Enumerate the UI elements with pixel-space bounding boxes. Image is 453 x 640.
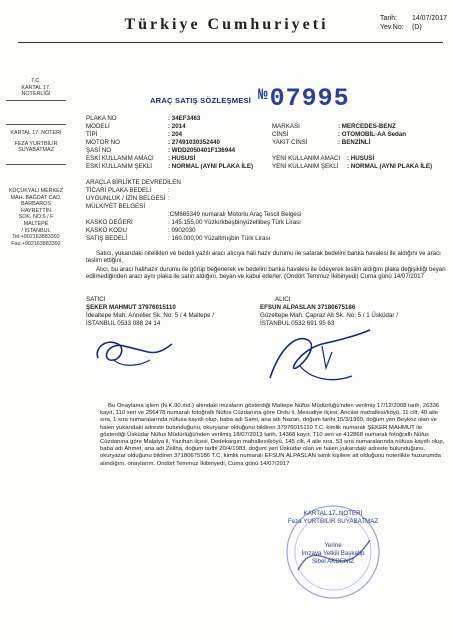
address-line-2: MAH. BAĞDAT CAD. [10,194,62,201]
date-block [380,14,447,32]
contract-title: ARAÇ SATIŞ SÖZLEŞMESİ [150,96,252,105]
kind-label: CİNSİ [272,131,289,138]
model-value: : 2014 [168,123,186,130]
brand-label: MARKASI [272,123,300,130]
engine-label: MOTOR NO [86,139,120,146]
fuel-label: YAKIT CİNSİ [272,139,308,146]
old-style-value: : NORMAL (AYNI PLAKA İLE) [168,163,254,170]
ownership-label: MÜLKİYET BELGESİ [86,203,146,210]
seller-paragraph: Satıcı, yukarıdaki nitelikleri ve bedeli yazılı aracı alıcıya hali hazır durumu ile satarak bedelini banka havalesi ile aldığını ve aracı teslim ettiğini, [86,250,441,265]
brand-value: : MERCEDES-BENZ [338,123,396,130]
address-line-1: KÜÇÜKYALI MERKEZ [8,188,64,194]
plate-value: : 34EF3463 [168,115,201,122]
serial-prefix: № [258,86,269,104]
kasko-code-value: : 0902030 [168,227,196,234]
date-value: 14/07/2017 [411,15,447,22]
office-rule-mid [6,124,66,125]
certification-text: Bu Onaylama işlem (N.K.90.md.) altındaki imzaların gösterdiği Maltepe Nüfus Müdürlüğü'nden verilmiş 17/12/2008 tarih, 26336 kayıt, 110 seri ve 256478 numaralı fotoğraflı Nüfus Cüzdanına göre Ordu il, Mesudiye ilçesi, Ancılar mahallesi/köyü, 11 cilt, 40 aile sıra, 1 sıra numaralarında nüfusa kayıtlı olup, baba adı Sami, ana adı Nazan, doğum tarihi 15/3/1960, doğum yeri Beykoz olan ve halen yukarıdaki adreste bulunduğunu, okuryazar olduğunu bildiren 37976015110 T.C. kimlik numaralı ŞEKER MAHMUT ile gösterdiği Üsküdar Nüfus Müdürlüğü'nden verilmiş 18/07/2013 tarih, 14368 kayıt, T10 seri ve 412868 numaralı fotoğraflı Nüfus Cüzdanına göre Malatya il, Yazıhan ilçesi, Dedekargın mahallesi/köyü, 145 cilt, 4 aile sıra, 53 sıra numaralarında nüfusa kayıtlı olup, baba adı Ahmet, ana adı Zeliha, doğum tarihi 20/4/1983, doğum yeri Üsküdar olan ve halen yukarıdaki adreste bulunduğunu, okuryazar olduğunu bildiren 37180675186 T.C. kimlik numaralı EFSUN ALPASLAN isimli kişilere ait olduğunu noterlikte huzurumda alındığını, onaylarım. Ondört Temmuz İkibinyedi, Cuma günü 14/07/2017 [100,403,445,467]
fuel-value: : BENZİNLİ [338,139,371,146]
docs-label: ARAÇLA BİRLİKTE DEVREDİLEN [86,179,181,186]
address-block [6,188,66,247]
new-style-label: YENİ KULLANIM ŞEKLİ [272,163,339,170]
model-label: MODELİ [86,123,110,130]
address-line-5: / İSTANBUL [21,227,51,234]
kasko-value-label: KASKO DEĞERİ [86,219,133,226]
stamp-line-1: KARTAL 17. NOTERİ [303,510,363,517]
price-label: SATIŞ BEDELİ [86,235,128,242]
old-use-value: : HUSUSİ [168,155,196,162]
address-line-3: BARBAROS HAYRETTİN [20,201,52,214]
address-line-7: Fax:+902163883392 [11,240,61,247]
notary-line-1: KARTAL 17. NOTERİ [10,130,62,136]
office-rule-top [6,100,66,101]
old-use-label: ESKİ KULLANIM AMACI [86,155,154,162]
buyer-address-1: Güzeltepe Mah. Çapraz Alt Sk. No: 5 / 1 Üsküdar / [260,312,398,319]
office-line-1: T.C. [31,78,41,84]
new-use-value: : HUSUSİ [347,155,375,162]
buyer-name: EFSUN ALPASLAN 37180675186 [260,304,356,311]
chassis-value: : WDD2050401F136944 [168,147,236,154]
date-label: Tarih: [379,15,398,22]
type-label: TİPİ [86,131,98,138]
serial-number: 07995 [269,84,350,113]
kasko-code-label: KASKO KODU [86,227,127,234]
notary-rule [6,164,66,165]
seller-name: ŞEKER MAHMUT 37976015110 [86,304,176,311]
serial-stamp [258,84,350,113]
seller-address-2: İSTANBUL 0533 088 24 14 [86,320,161,327]
stamp-text-block [268,510,398,566]
price-value: : 160.000,00 Yüzaltmışbin Türk Lirası [168,235,271,242]
buyer-signature [260,328,380,393]
address-line-6: Tel:+902163883392 [12,234,60,241]
chassis-label: ŞASİ NO [86,147,112,154]
buyer-label: ALICI [275,296,291,303]
office-line-3: NOTERLİĞİ [21,91,51,98]
seller-signature [90,330,180,375]
engine-value: : 27491030352440 [168,139,220,146]
ownership-value: :CM665349 numaralı Motorlu Araç Tescil Belgesi [168,211,302,218]
notary-line-2: FEZA YURTBİLİR [14,140,58,147]
volume-value: (D) [411,24,422,31]
trade-value: : [168,187,170,194]
new-style-value: : NORMAL (AYNI PLAKA İLE) [347,163,433,170]
trade-label: TİCARİ PLAKA BEDELİ [86,187,152,194]
seller-address-1: İdealtepe Mah. Annelier Sk. No: 5 / 4 Maltepe / [86,312,214,319]
notary-block [6,130,66,154]
header-rule [18,42,443,43]
stamp-line-4: İmzaya Yetkili Başkatip [301,550,365,557]
kasko-value: : 145.155,00 Yüzkırkbeşbinyüzellibeş Türk Lirası [168,219,301,226]
seller-label: SATICI [86,296,106,303]
buyer-paragraph: Alıcı, bu aracı halihazır durumu ile görüp beğenerek ve bedelini banka havalesi ile ödeyerek teslim aldığını plaka değişikliği beyan edilmediğinden aracı aynı plaka ile satın aldığını, beyan ve kabul ederler. (Ondört Temmuz İkibinyedi) Cuma günü 14/07/2017 [86,266,446,281]
type-value: : 204 [168,131,183,138]
republic-title: Türkiye Cumhuriyeti [124,16,329,33]
notary-line-3: SUYABATMAZ [18,147,54,154]
stamp-line-2: Feza YURTBİLİR SUYABATMAZ [287,518,379,525]
document-header [0,0,453,40]
office-block [6,78,66,98]
new-use-label: YENİ KULLANIM AMACI [272,155,341,162]
permit-label: UYGUNLUK / İZİN BELGESİ [86,195,166,202]
permit-value: : [168,195,170,202]
buyer-address-2: İSTANBUL 0532 691 95 63 [260,320,335,327]
office-line-2: KARTAL 17. [21,84,51,91]
address-line-4: SOK. NO:6 / F MALTEPE [18,214,54,227]
stamp-line-3: Yerine [324,542,342,549]
kind-value: : OTOMOBİL-AA Sedan [338,131,407,138]
volume-label: Yev.No: [379,24,404,31]
stamp-line-5: Sibel AKDENİZ [312,558,354,565]
plate-label: PLAKA NO [86,115,117,122]
old-style-label: ESKİ KULLANIM ŞEKLİ [86,163,153,170]
